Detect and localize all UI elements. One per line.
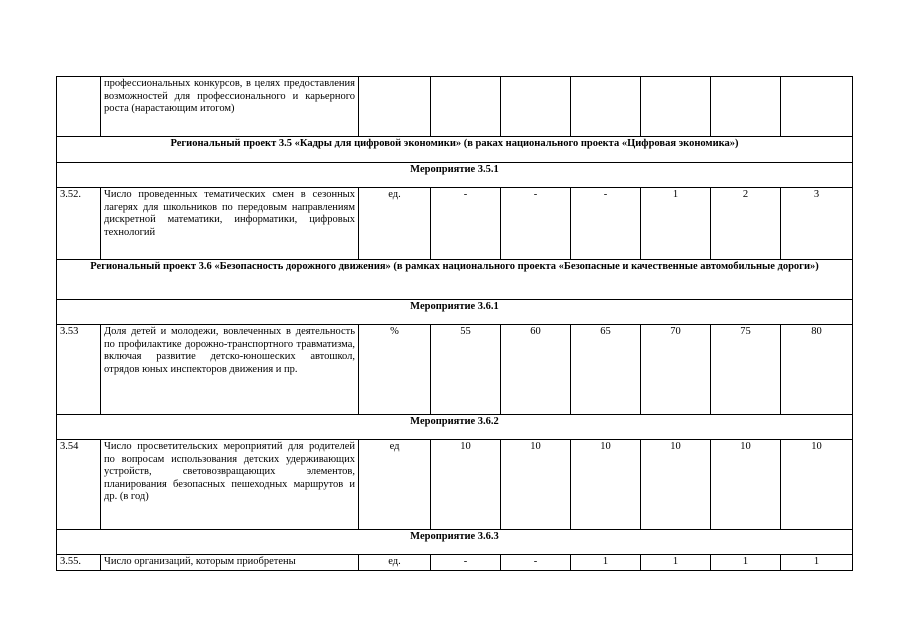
value-cell bbox=[431, 77, 501, 137]
value-cell bbox=[781, 77, 853, 137]
section-row bbox=[57, 163, 853, 188]
activity-heading: Мероприятие 3.6.2 bbox=[57, 415, 853, 440]
value-cell: 60 bbox=[501, 325, 571, 415]
value-cell: 1 bbox=[711, 555, 781, 571]
value-cell: - bbox=[571, 188, 641, 260]
value-cell: 10 bbox=[571, 440, 641, 530]
value-cell: 10 bbox=[501, 440, 571, 530]
value-cell: 10 bbox=[641, 440, 711, 530]
value-cell: 2 bbox=[711, 188, 781, 260]
value-cell bbox=[641, 77, 711, 137]
value-cell: 10 bbox=[711, 440, 781, 530]
indicator-description: Доля детей и молодежи, вовлеченных в деятельность по профилактике дорожно-транспортного травматизма, включая развитие детско-юношеских автошкол, отрядов юных инспекторов движения и пр. bbox=[101, 325, 359, 415]
value-cell: 1 bbox=[641, 188, 711, 260]
value-cell: 1 bbox=[571, 555, 641, 571]
value-cell: 10 bbox=[781, 440, 853, 530]
unit-cell: ед. bbox=[359, 188, 431, 260]
table-row bbox=[57, 555, 853, 571]
indicator-description: профессиональных конкурсов, в целях предоставления возможностей для профессионального и карьерного роста (нарастающим итогом) bbox=[101, 77, 359, 137]
activity-heading: Мероприятие 3.6.1 bbox=[57, 300, 853, 325]
value-cell: 3 bbox=[781, 188, 853, 260]
value-cell: 1 bbox=[781, 555, 853, 571]
section-row bbox=[57, 260, 853, 300]
value-cell: 1 bbox=[641, 555, 711, 571]
section-row bbox=[57, 137, 853, 163]
row-number: 3.54 bbox=[57, 440, 101, 530]
indicator-description: Число проведенных тематических смен в сезонных лагерях для школьников по передовым направлениям дискретной математики, информатики, цифровых технологий bbox=[101, 188, 359, 260]
table-row bbox=[57, 440, 853, 530]
regional-project-heading: Региональный проект 3.6 «Безопасность дорожного движения» (в рамках национального проекта «Безопасные и качественные автомобильные дороги») bbox=[57, 260, 853, 300]
table-row bbox=[57, 188, 853, 260]
activity-heading: Мероприятие 3.6.3 bbox=[57, 530, 853, 555]
row-number: 3.52. bbox=[57, 188, 101, 260]
regional-project-heading: Региональный проект 3.5 «Кадры для цифровой экономики» (в раках национального проекта «Цифровая экономика») bbox=[57, 137, 853, 163]
value-cell: - bbox=[431, 188, 501, 260]
value-cell: - bbox=[431, 555, 501, 571]
section-row bbox=[57, 530, 853, 555]
value-cell bbox=[501, 77, 571, 137]
value-cell bbox=[711, 77, 781, 137]
value-cell: - bbox=[501, 188, 571, 260]
table-row bbox=[57, 77, 853, 137]
activity-heading: Мероприятие 3.5.1 bbox=[57, 163, 853, 188]
section-row bbox=[57, 300, 853, 325]
unit-cell bbox=[359, 77, 431, 137]
value-cell: 65 bbox=[571, 325, 641, 415]
value-cell: - bbox=[501, 555, 571, 571]
unit-cell: ед. bbox=[359, 555, 431, 571]
indicator-description: Число организаций, которым приобретены bbox=[101, 555, 359, 571]
value-cell: 75 bbox=[711, 325, 781, 415]
row-number bbox=[57, 77, 101, 137]
unit-cell: % bbox=[359, 325, 431, 415]
value-cell: 80 bbox=[781, 325, 853, 415]
indicators-table bbox=[56, 76, 853, 571]
table-row bbox=[57, 325, 853, 415]
value-cell: 10 bbox=[431, 440, 501, 530]
value-cell: 55 bbox=[431, 325, 501, 415]
row-number: 3.55. bbox=[57, 555, 101, 571]
row-number: 3.53 bbox=[57, 325, 101, 415]
value-cell bbox=[571, 77, 641, 137]
value-cell: 70 bbox=[641, 325, 711, 415]
section-row bbox=[57, 415, 853, 440]
indicator-description: Число просветительских мероприятий для родителей по вопросам использования детских удерживающих устройств, световозвращающих элементов, планирования безопасных пешеходных маршрутов и др. (в год) bbox=[101, 440, 359, 530]
unit-cell: ед bbox=[359, 440, 431, 530]
